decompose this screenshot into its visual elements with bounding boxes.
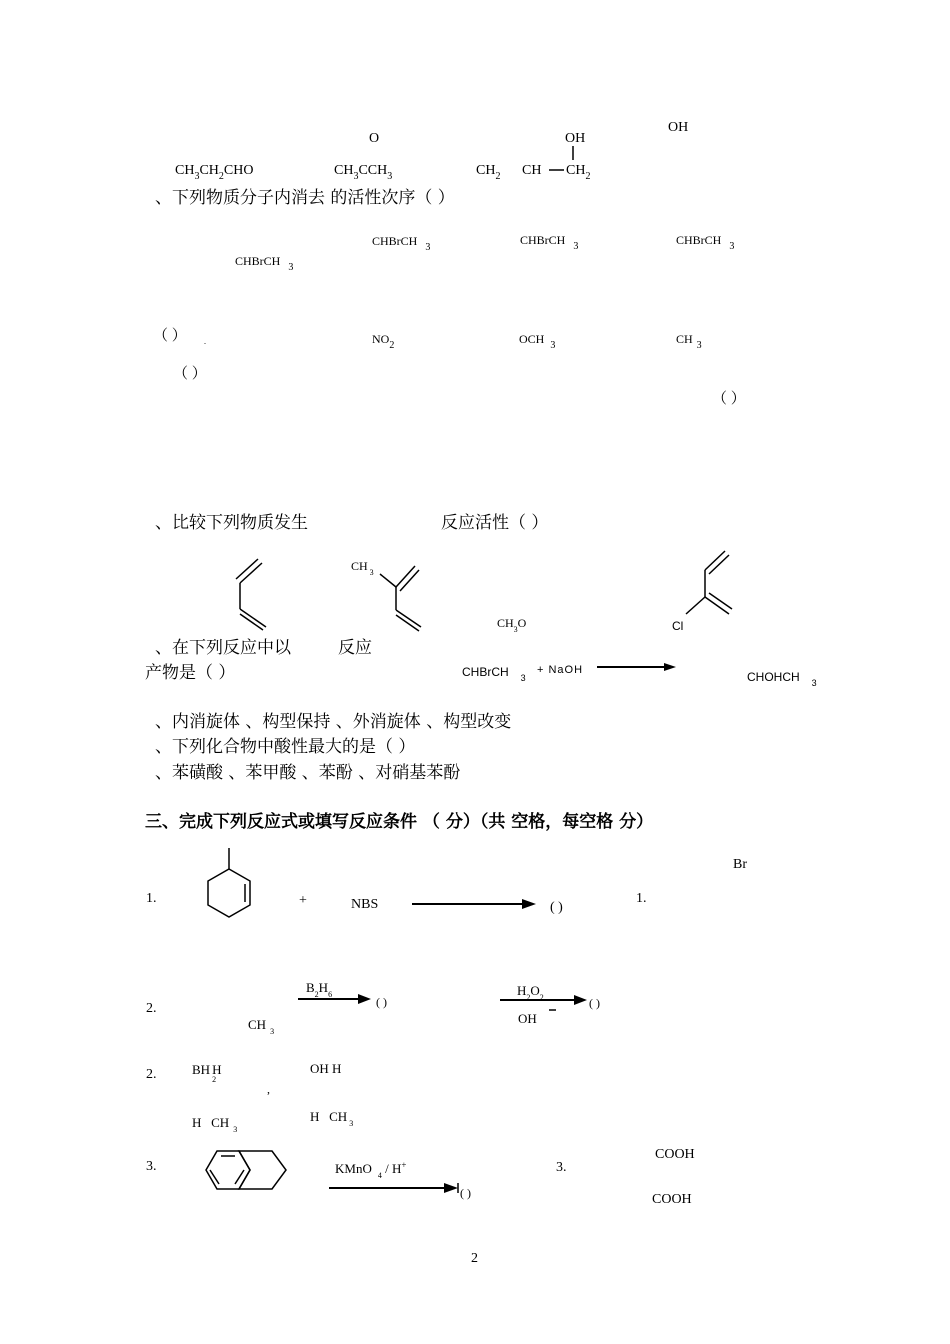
question-3-text-b: 反应活性（ ） bbox=[441, 513, 549, 533]
reaction-1-answer-br: Br bbox=[733, 857, 747, 872]
reactant-chbrch3: CHBrCH $_3$ bbox=[462, 665, 526, 683]
reaction-3-arrow bbox=[329, 1183, 458, 1193]
subscript-2: 2 bbox=[212, 1075, 217, 1084]
compound-glycerol-part1: $CH_2$ bbox=[476, 163, 501, 182]
reaction-2-answer-comma: , bbox=[267, 1082, 270, 1096]
reaction-1-answer-number: 1. bbox=[636, 891, 647, 906]
methoxy-label: $CH_3O$ bbox=[497, 616, 527, 634]
question-4-line2: 产物是（ ） bbox=[145, 663, 236, 683]
isoprene-structure bbox=[380, 566, 421, 631]
substituent-ch3: CH $_3$ bbox=[676, 332, 702, 351]
answer-paren-b: （ ） bbox=[173, 366, 207, 382]
compound-glycerol-part2: CH bbox=[522, 163, 542, 178]
question-4-line1-b: 反应 bbox=[338, 638, 372, 658]
tetralin-structure bbox=[206, 1151, 286, 1189]
reaction-1-arrow bbox=[412, 899, 536, 909]
methylcyclohexene-structure bbox=[208, 848, 250, 917]
reaction-2-answer-bh: $BH_2H$ bbox=[192, 1062, 222, 1084]
reaction-2-number: 2. bbox=[146, 1001, 157, 1016]
section-3-title: 三、完成下列反应式或填写反应条件 （ 分）（共 空格，每空格 分） bbox=[145, 812, 654, 832]
reaction-3-answer-cooh-1: COOH bbox=[655, 1147, 695, 1162]
answer-paren-a: （ ） bbox=[153, 328, 187, 344]
substituent-chbrch3-3: CHBrCH $_3$ bbox=[676, 233, 735, 252]
question-3-text-a: 、比较下列物质发生 bbox=[155, 513, 308, 533]
hydroxyl-label-2: OH bbox=[668, 120, 689, 135]
methyl-label: CH $_3$ bbox=[351, 559, 374, 577]
question-5-text: 、下列化合物中酸性最大的是（ ） bbox=[155, 737, 416, 757]
reaction-2-ch3: CH $_3$ bbox=[248, 1017, 275, 1036]
dot: . bbox=[204, 337, 206, 346]
reaction-2-reagent-2-top: $H_2O_2$ bbox=[517, 983, 544, 1002]
substituent-chbrch3-2: CHBrCH $_3$ bbox=[520, 233, 579, 252]
product-chohch3: CHOHCH $_3$ bbox=[747, 670, 817, 688]
butadiene-structure bbox=[236, 559, 266, 630]
reaction-2-blank-1: ( ) bbox=[376, 995, 387, 1009]
question-1-text: 、下列物质分子内消去 的活性次序（ ） bbox=[155, 188, 455, 208]
substituent-och3: OCH $_3$ bbox=[519, 332, 556, 351]
page-number: 2 bbox=[471, 1251, 478, 1266]
reaction-2-arrow-2 bbox=[500, 995, 587, 1005]
reaction-1-reagent: NBS bbox=[351, 897, 379, 912]
reaction-3-reagent: KMnO $_4$ / H+ bbox=[335, 1160, 407, 1180]
chloroprene-structure bbox=[686, 551, 732, 614]
question-5-options: 、苯磺酸 、苯甲酸 、苯酚 、对硝基苯酚 bbox=[155, 763, 461, 783]
answer-paren-c: （ ） bbox=[712, 391, 746, 407]
substituent-no2: $NO_2$ bbox=[372, 332, 395, 351]
reaction-1-number: 1. bbox=[146, 891, 157, 906]
reaction-3-blank: ( ) bbox=[460, 1186, 471, 1200]
reaction-2-answer-ohh: OH H bbox=[310, 1061, 342, 1076]
reaction-3-number: 3. bbox=[146, 1159, 157, 1174]
question-4-line1-a: 、在下列反应中以 bbox=[155, 638, 291, 658]
chloro-label: Cl bbox=[672, 619, 684, 633]
reaction-2-reagent-2-bottom: OH bbox=[518, 1011, 537, 1026]
reaction-1-blank: ( ) bbox=[550, 900, 563, 915]
question-4-options: 、内消旋体 、构型保持 、外消旋体 、构型改变 bbox=[155, 712, 512, 732]
carbonyl-o-label: O bbox=[369, 131, 380, 146]
reaction-2-answer-hch3-2: H CH $_3$ bbox=[310, 1109, 354, 1128]
reaction-2-reagent-1: $B_2H_6$ bbox=[306, 980, 333, 999]
reaction-1-plus: + bbox=[299, 893, 307, 908]
reaction-3-answer-number: 3. bbox=[556, 1160, 567, 1175]
reaction-2-arrow-1 bbox=[298, 994, 371, 1004]
compound-acetone: $CH_3CCH_3$ bbox=[334, 163, 393, 182]
substituent-chbrch3-4: CHBrCH $_3$ bbox=[235, 254, 294, 273]
hydroxyl-label: OH bbox=[565, 131, 586, 146]
reaction-2-answer-number: 2. bbox=[146, 1067, 157, 1082]
compound-glycerol-part3: $CH_2$ bbox=[566, 163, 591, 182]
substituent-chbrch3-1: CHBrCH $_3$ bbox=[372, 234, 431, 253]
reaction-4-arrow bbox=[597, 663, 676, 671]
reaction-2-answer-hch3-1: H CH $_3$ bbox=[192, 1115, 238, 1134]
reaction-3-answer-cooh-2: COOH bbox=[652, 1192, 692, 1207]
reaction-2-blank-2: ( ) bbox=[589, 996, 600, 1010]
compound-propanal: $CH_3CH_2CHO$ bbox=[175, 163, 254, 182]
plus-naoh: + NaOH bbox=[537, 664, 584, 676]
